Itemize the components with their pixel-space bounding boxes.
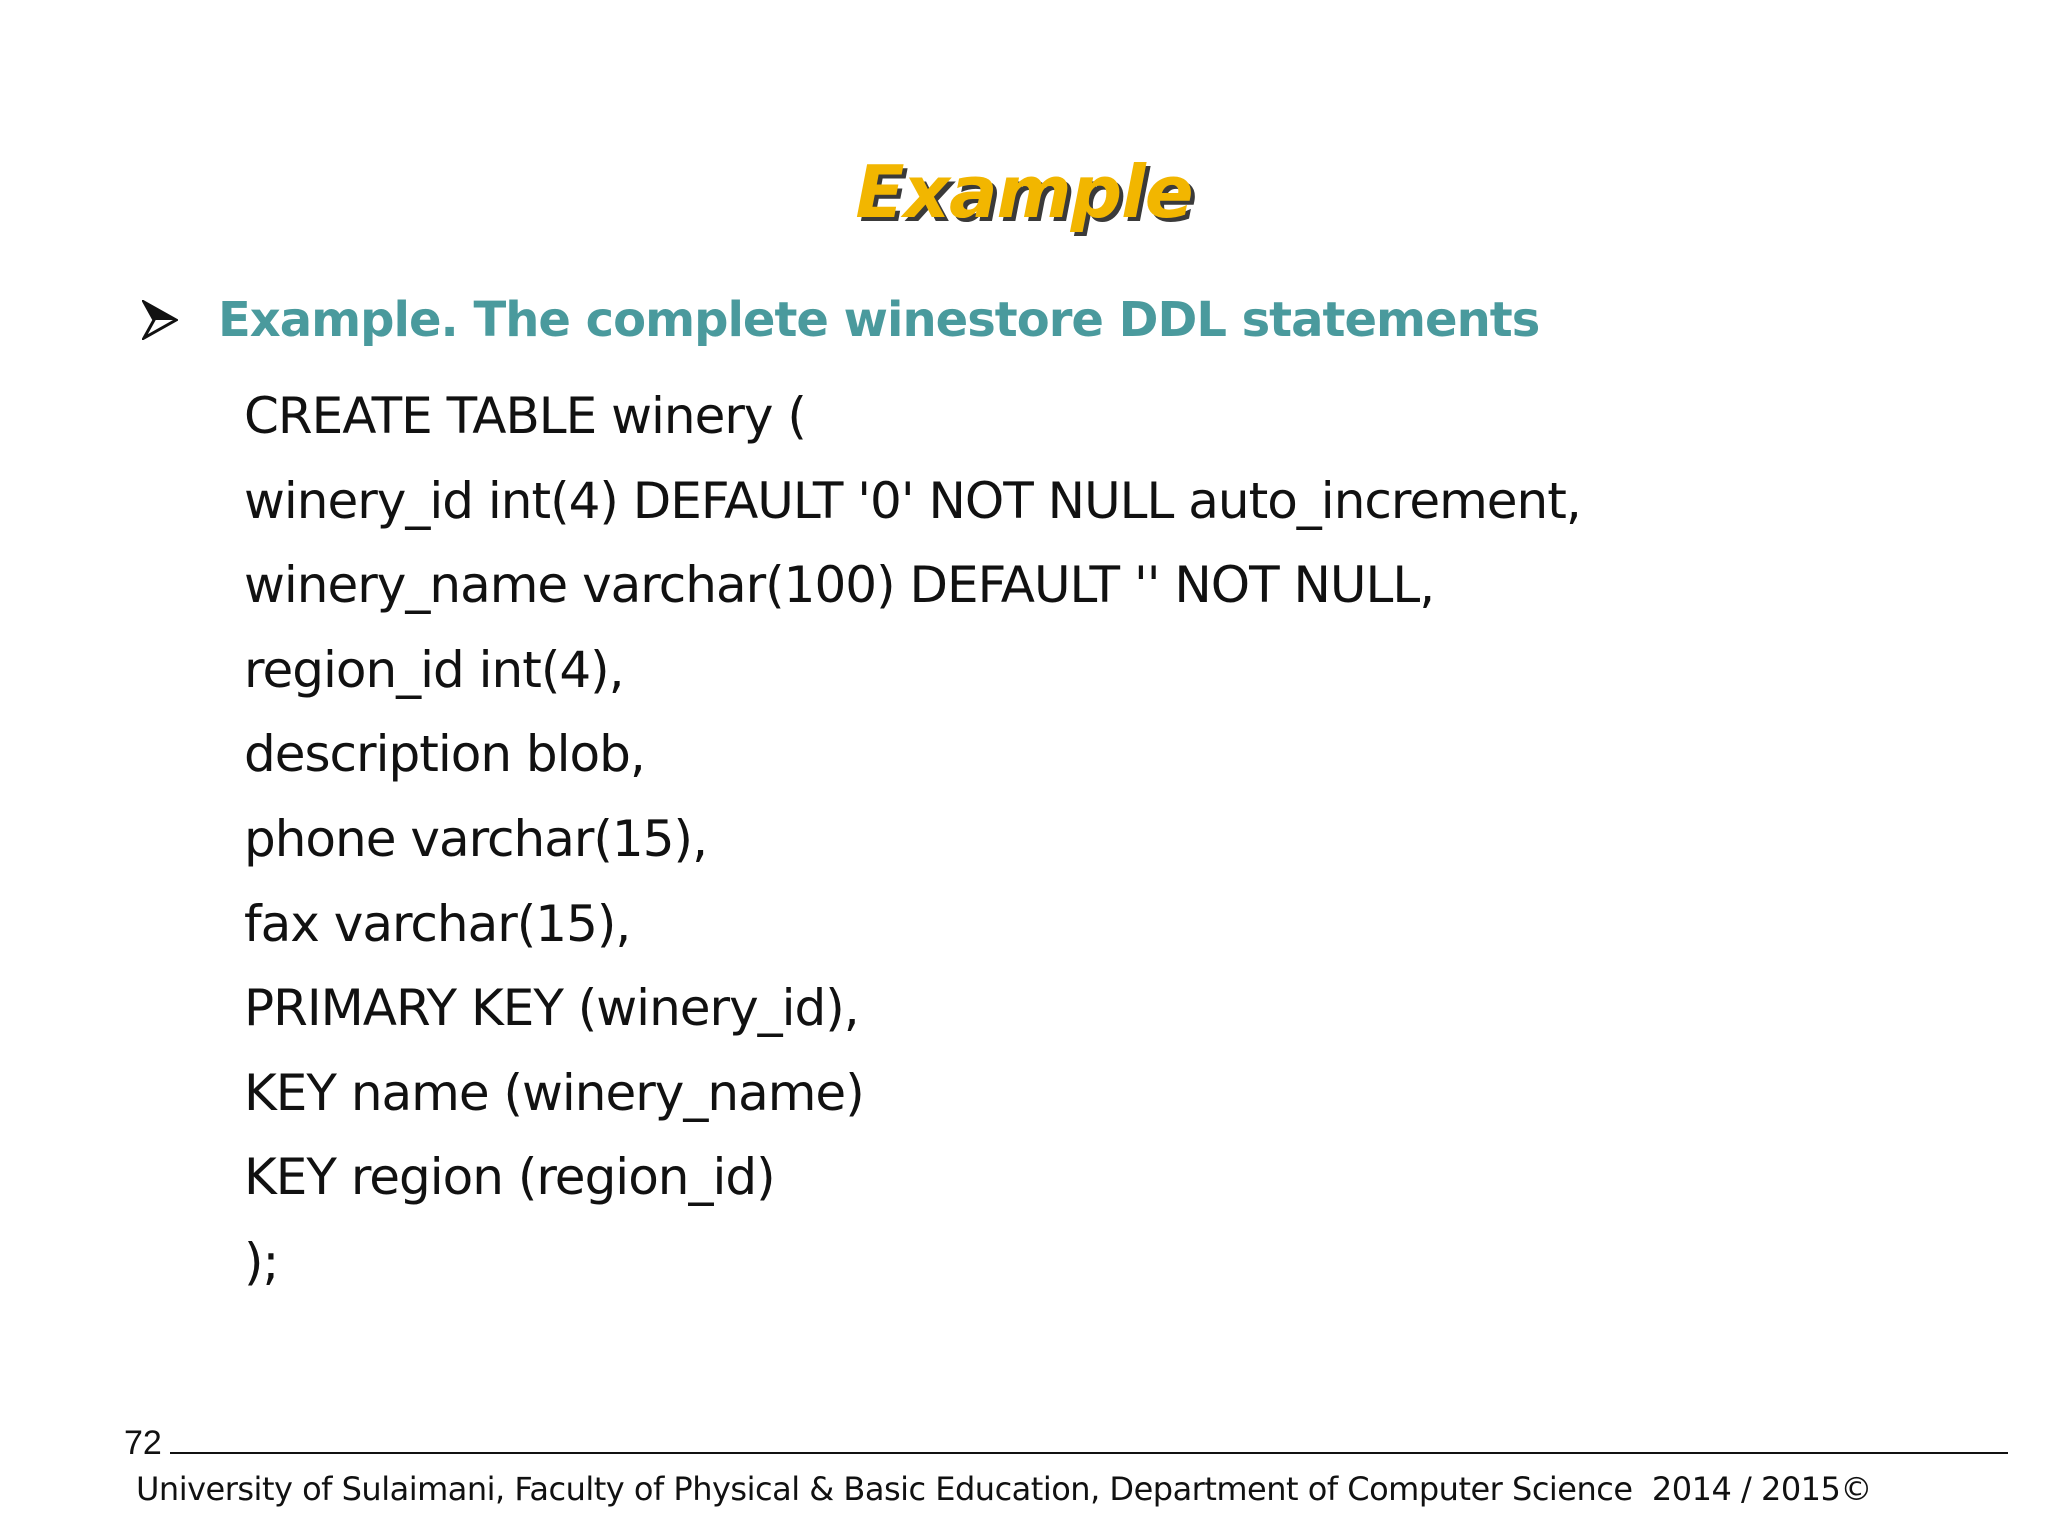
code-line: KEY name (winery_name) bbox=[244, 1063, 864, 1122]
code-line: CREATE TABLE winery ( bbox=[244, 387, 806, 445]
code-line: region_id int(4), bbox=[244, 640, 624, 699]
ddl-code-block bbox=[244, 374, 1581, 1305]
code-line: winery_id int(4) DEFAULT '0' NOT NULL auto_increment, bbox=[244, 471, 1581, 530]
arrowhead-bullet-icon bbox=[142, 300, 178, 340]
code-line: fax varchar(15), bbox=[244, 894, 631, 953]
bullet-text: Example. The complete winestore DDL statements bbox=[218, 292, 1540, 348]
code-line: description blob, bbox=[244, 725, 645, 784]
page-number: 72 bbox=[124, 1424, 162, 1462]
footer-text: University of Sulaimani, Faculty of Physical & Basic Education, Department of Computer Science 2014 / 2015© bbox=[136, 1470, 1872, 1508]
code-line: phone varchar(15), bbox=[244, 809, 707, 868]
footer-divider bbox=[170, 1452, 2008, 1454]
slide-title: Example bbox=[855, 150, 1193, 234]
code-line: ); bbox=[244, 1232, 279, 1291]
bullet-item bbox=[142, 292, 1539, 348]
code-line: PRIMARY KEY (winery_id), bbox=[244, 979, 859, 1038]
code-line: KEY region (region_id) bbox=[244, 1148, 775, 1207]
code-line: winery_name varchar(100) DEFAULT '' NOT NULL, bbox=[244, 556, 1435, 615]
